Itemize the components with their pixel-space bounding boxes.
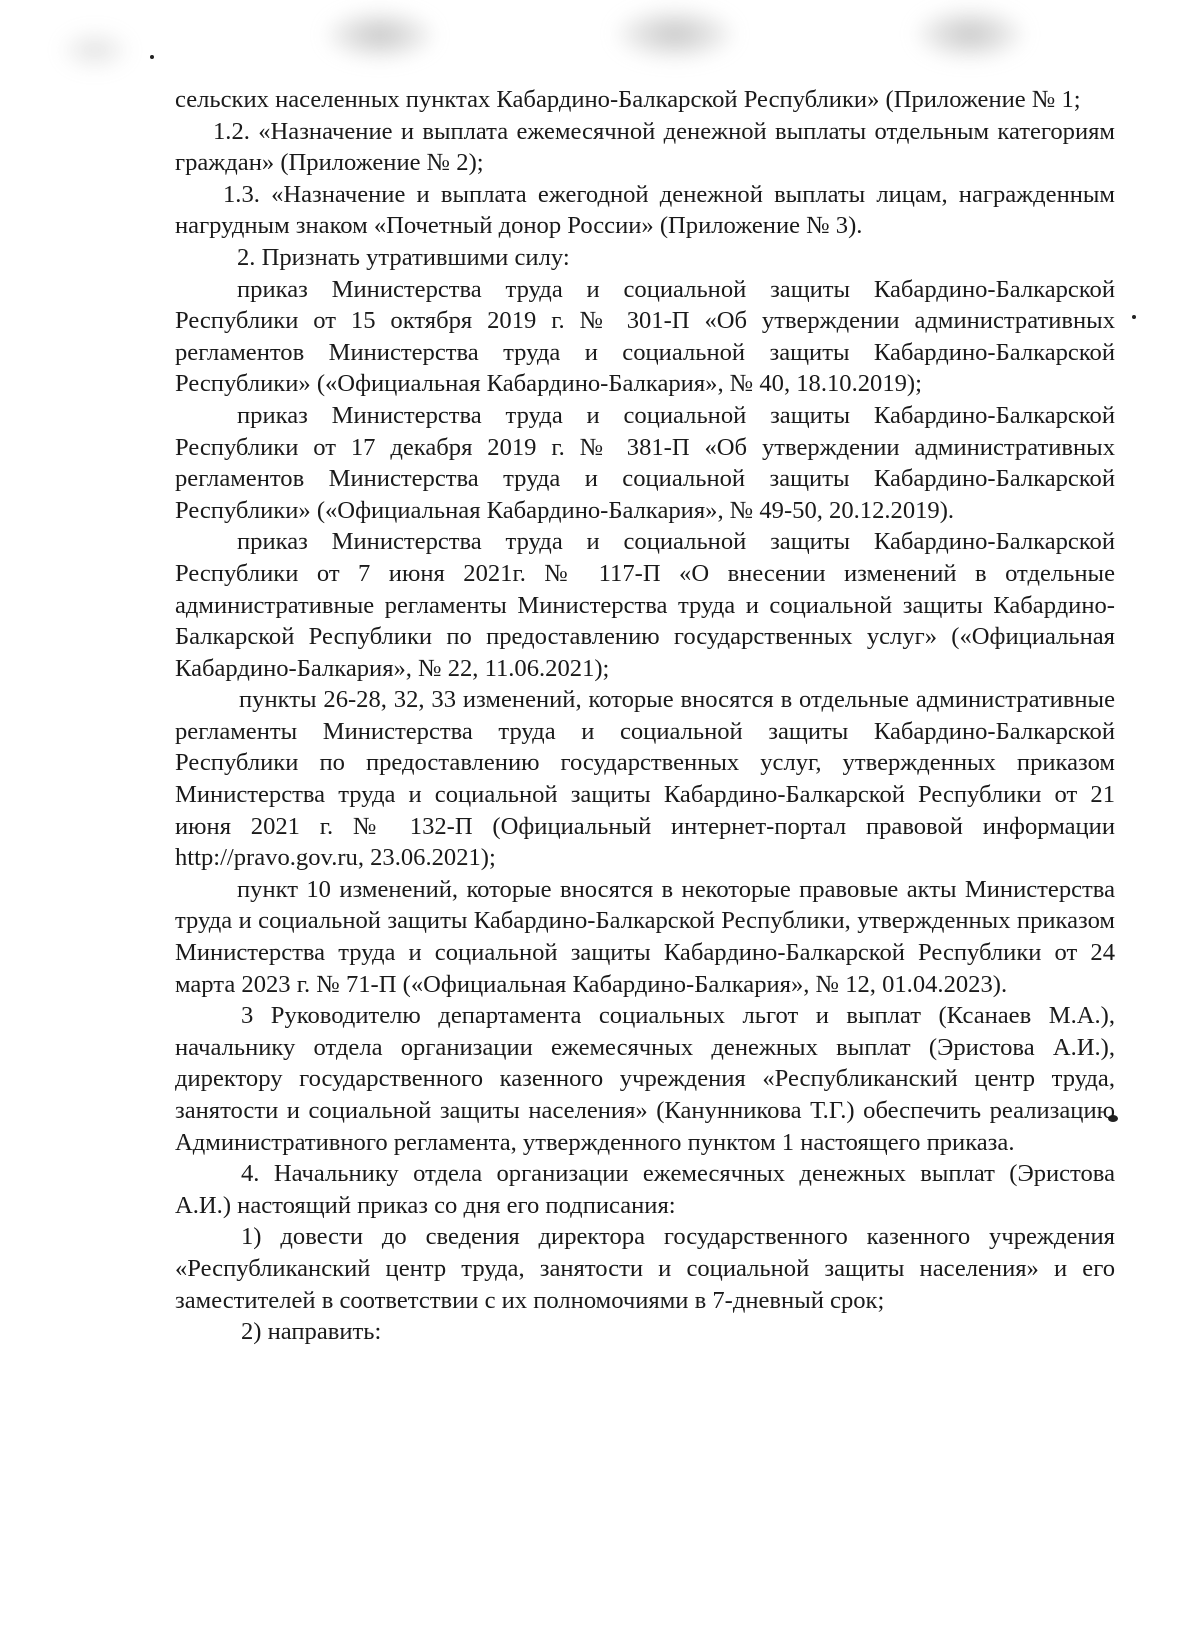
paragraph-item-1-3: 1.3. «Назначение и выплата ежегодной денежной выплаты лицам, награжденным нагрудным знаком «Почетный донор России» (Приложение № 3). [175,180,1115,240]
paragraph-subitem-2: 2) направить: [241,1318,382,1346]
scan-smudge-left [325,10,435,60]
document-page [175,84,1115,1348]
paragraph-repeal-points-26-33: пункты 26-28, 32, 33 изменений, которые вносятся в отдельные административные регламенты Министерства труда и социальной защиты Кабардино-Балкарской Республики по предоставлению государственных услуг, утвержденных приказом Министерства труда и социальной защиты Кабардино-Балкарской Республики от 21 июня 2021 г. № 132-П (Официальный интернет-портал правовой информации http://pravo.gov.ru, 23.06.2021); [175,686,1115,872]
paragraph-item-3: 3 Руководителю департамента социальных льгот и выплат (Ксанаев М.А.), начальнику отдела организации ежемесячных денежных выплат (Эристова А.И.), директору государственного казенного учреждения «Республиканский центр труда, занятости и социальной защиты населения» (Канунникова Т.Г.) обеспечить реализацию Административного регламента, утвержденного пунктом 1 настоящего приказа. [175,1002,1115,1156]
paragraph-continuation: сельских населенных пунктах Кабардино-Балкарской Республики» (Приложение № 1; [175,86,1081,113]
paragraph-repeal-order-301: приказ Министерства труда и социальной защиты Кабардино-Балкарской Республики от 15 октября 2019 г. № 301-П «Об утверждении административных регламентов Министерства труда и социальной защиты Кабардино-Балкарской Республики» («Официальная Кабардино-Балкария», № 40, 18.10.2019); [175,275,1115,398]
paragraph-repeal-order-117: приказ Министерства труда и социальной защиты Кабардино-Балкарской Республики от 7 июня 2021г. № 117-П «О внесении изменений в отдельные административные регламенты Министерства труда и социальной защиты Кабардино-Балкарской Республики по предоставлению государственных услуг» («Официальная Кабардино-Балкария», № 22, 11.06.2021); [175,528,1115,682]
scan-dot-right-edge [1132,315,1136,319]
paragraph-item-4: 4. Начальнику отдела организации ежемесячных денежных выплат (Эристова А.И.) настоящий приказ со дня его подписания: [175,1160,1115,1219]
scan-smudge-corner [60,30,130,70]
scan-dot-top-left [150,55,154,59]
paragraph-item-1-2: 1.2. «Назначение и выплата ежемесячной денежной выплаты отдельным категориям граждан» (Приложение № 2); [175,117,1115,177]
scan-smudge-right [915,8,1025,60]
scan-smudge-center [615,8,735,60]
paragraph-repeal-point-10: пункт 10 изменений, которые вносятся в некоторые правовые акты Министерства труда и социальной защиты Кабардино-Балкарской Республики, утвержденных приказом Министерства труда и социальной защиты Кабардино-Балкарской Республики от 24 марта 2023 г. № 71-П («Официальная Кабардино-Балкария», № 12, 01.04.2023). [175,875,1115,998]
paragraph-subitem-1: 1) довести до сведения директора государственного казенного учреждения «Республиканский центр труда, занятости и социальной защиты населения» и его заместителей в соответствии с их полномочиями в 7-дневный срок; [175,1223,1115,1314]
paragraph-item-2: 2. Признать утратившими силу: [237,243,570,271]
paragraph-repeal-order-381: приказ Министерства труда и социальной защиты Кабардино-Балкарской Республики от 17 декабря 2019 г. № 381-П «Об утверждении административных регламентов Министерства труда и социальной защиты Кабардино-Балкарской Республики» («Официальная Кабардино-Балкария», № 49-50, 20.12.2019). [175,401,1115,524]
